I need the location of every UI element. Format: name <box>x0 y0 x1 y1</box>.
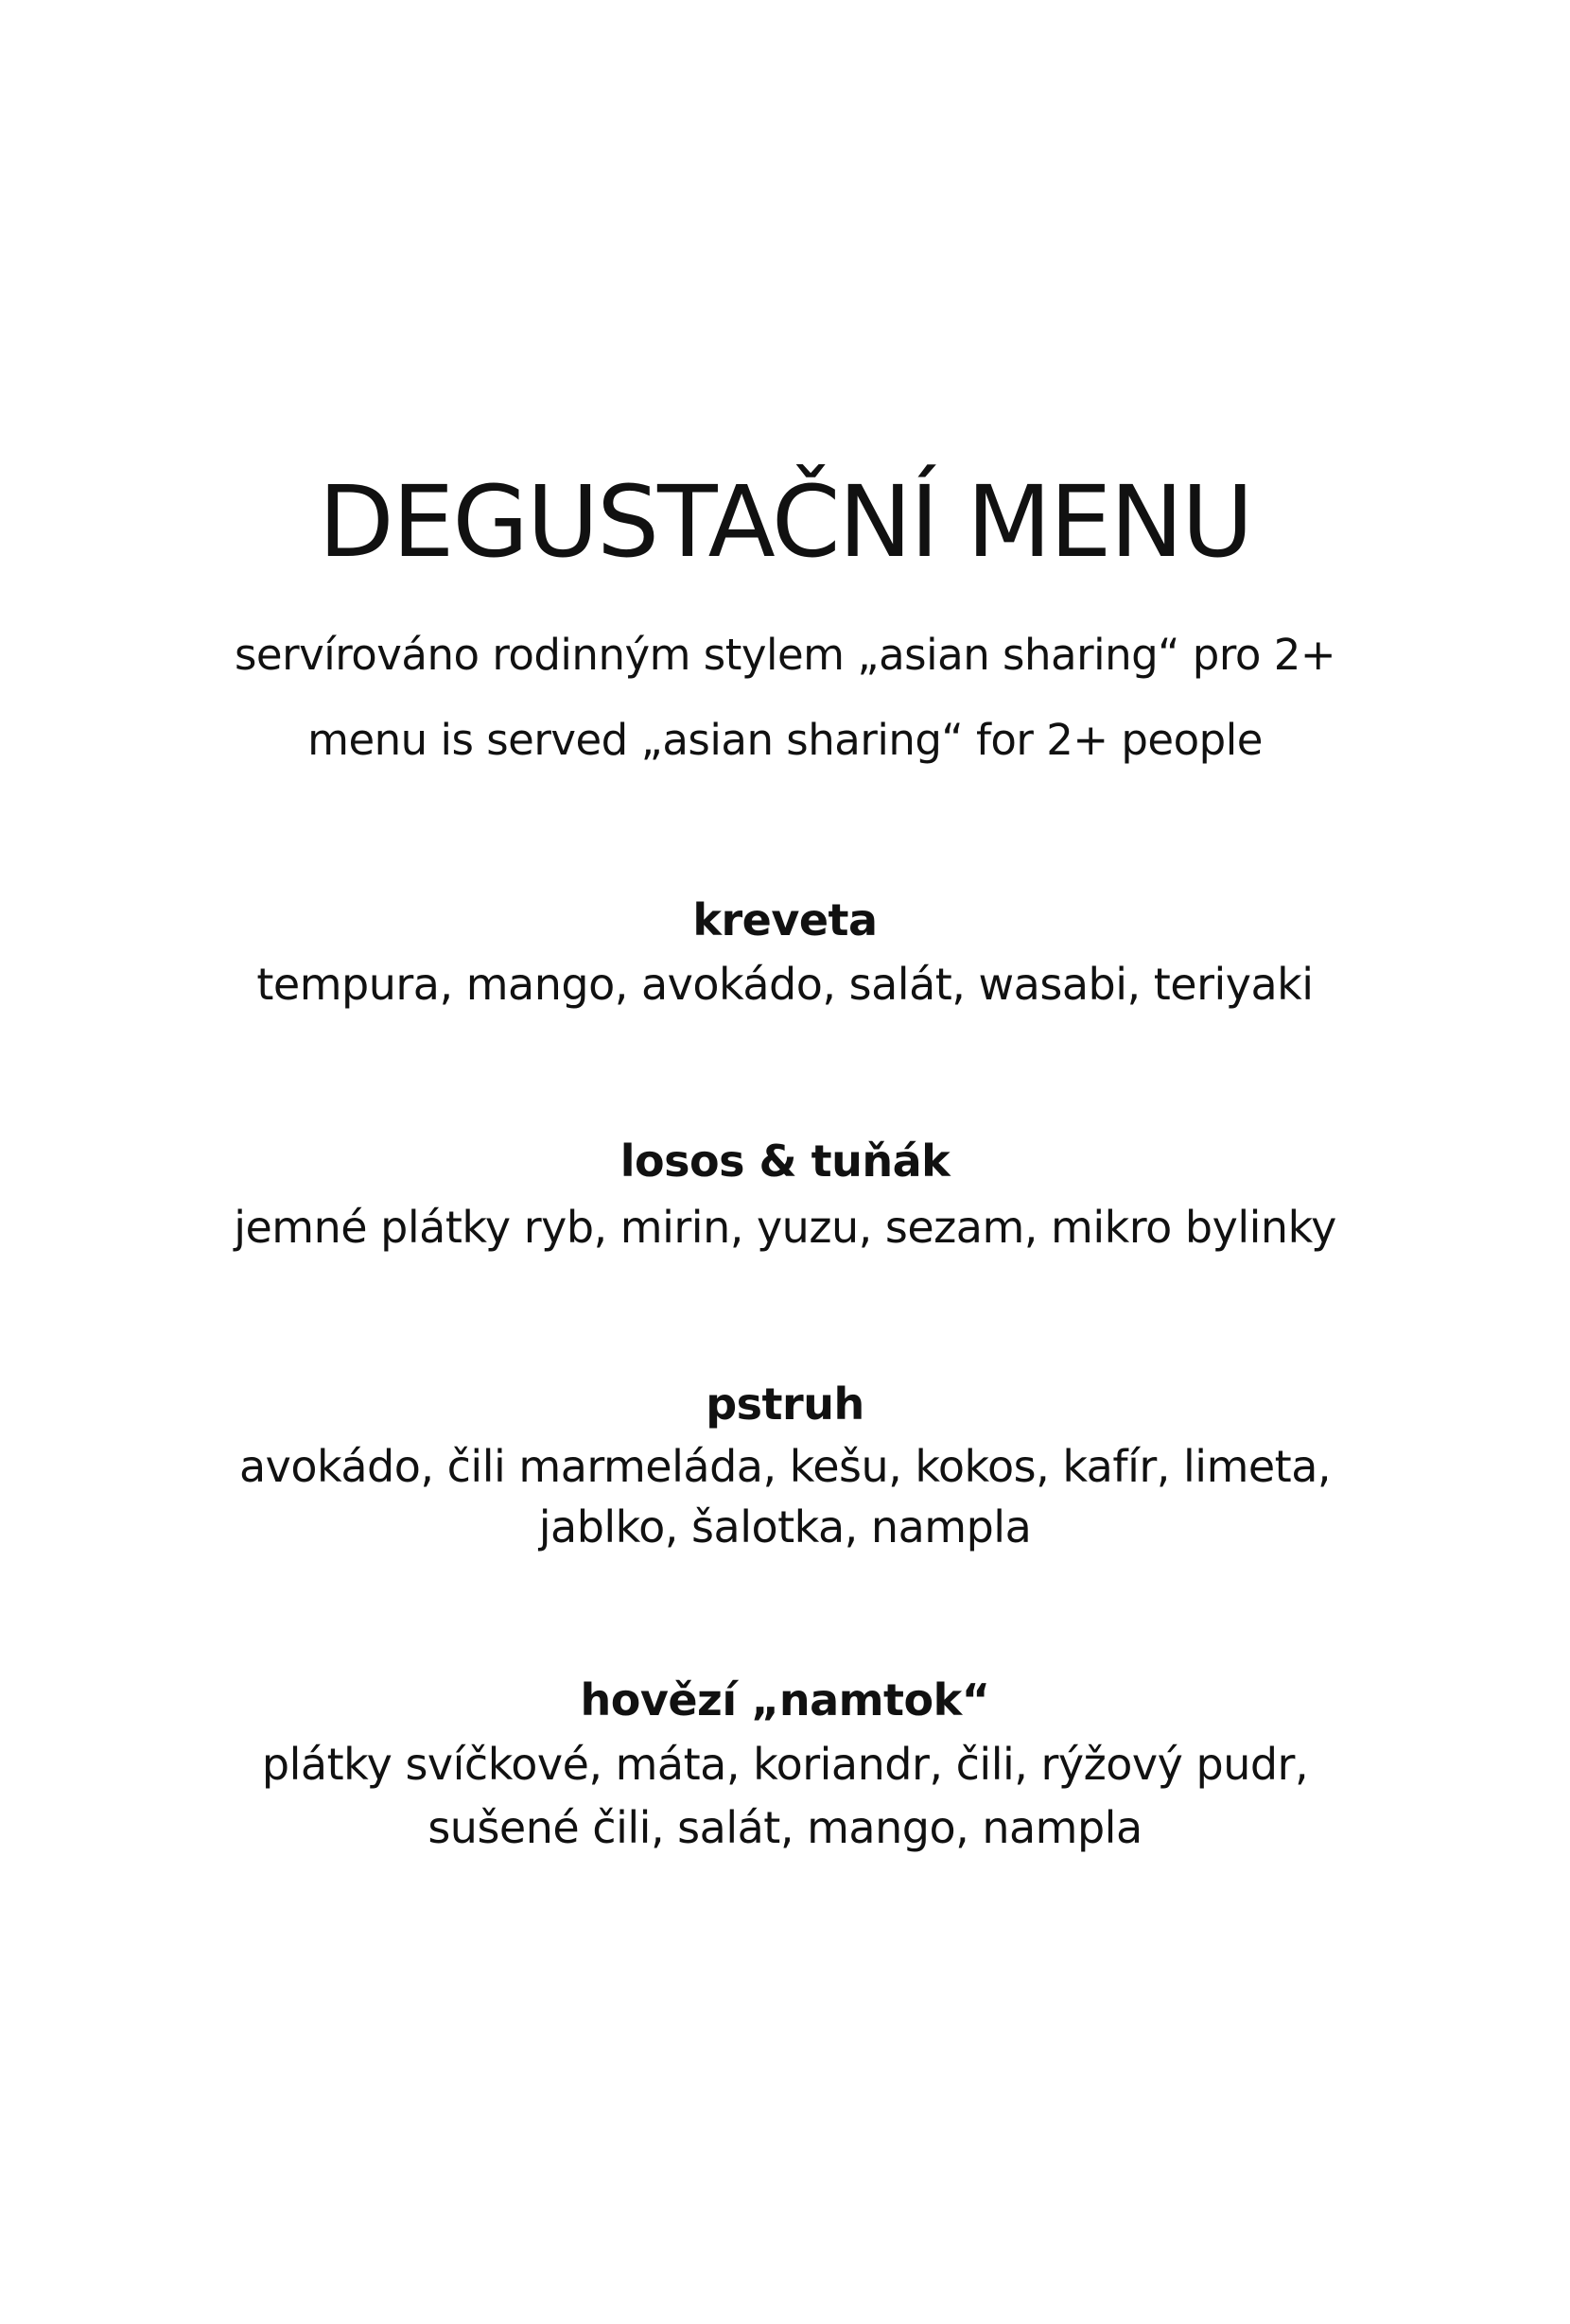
dish-description-hovezi-line-2: sušené čili, salát, mango, nampla <box>427 1802 1143 1853</box>
dish-description-hovezi-line-1: plátky svíčkové, máta, koriandr, čili, rýžový pudr, <box>261 1739 1309 1790</box>
dish-description-kreveta: tempura, mango, avokádo, salát, wasabi, teriyaki <box>256 959 1314 1010</box>
dish-name-losos-tunak: losos & tuňák <box>619 1136 951 1187</box>
subtitle-czech: servírováno rodinným stylem „asian sharing“ pro 2+ <box>234 630 1336 680</box>
dish-description-pstruh-line-1: avokádo, čili marmeláda, kešu, kokos, kafír, limeta, <box>238 1441 1332 1492</box>
dish-description-losos-tunak: jemné plátky ryb, mirin, yuzu, sezam, mikro bylinky <box>234 1202 1336 1253</box>
dish-name-pstruh: pstruh <box>706 1379 864 1430</box>
dish-description-pstruh-line-2: jablko, šalotka, nampla <box>538 1501 1032 1552</box>
subtitle-english: menu is served „asian sharing“ for 2+ people <box>307 715 1263 765</box>
page-title: DEGUSTAČNÍ MENU <box>318 464 1252 580</box>
dish-name-hovezi-namtok: hovězí „namtok“ <box>580 1674 990 1726</box>
dish-name-kreveta: kreveta <box>692 894 878 945</box>
